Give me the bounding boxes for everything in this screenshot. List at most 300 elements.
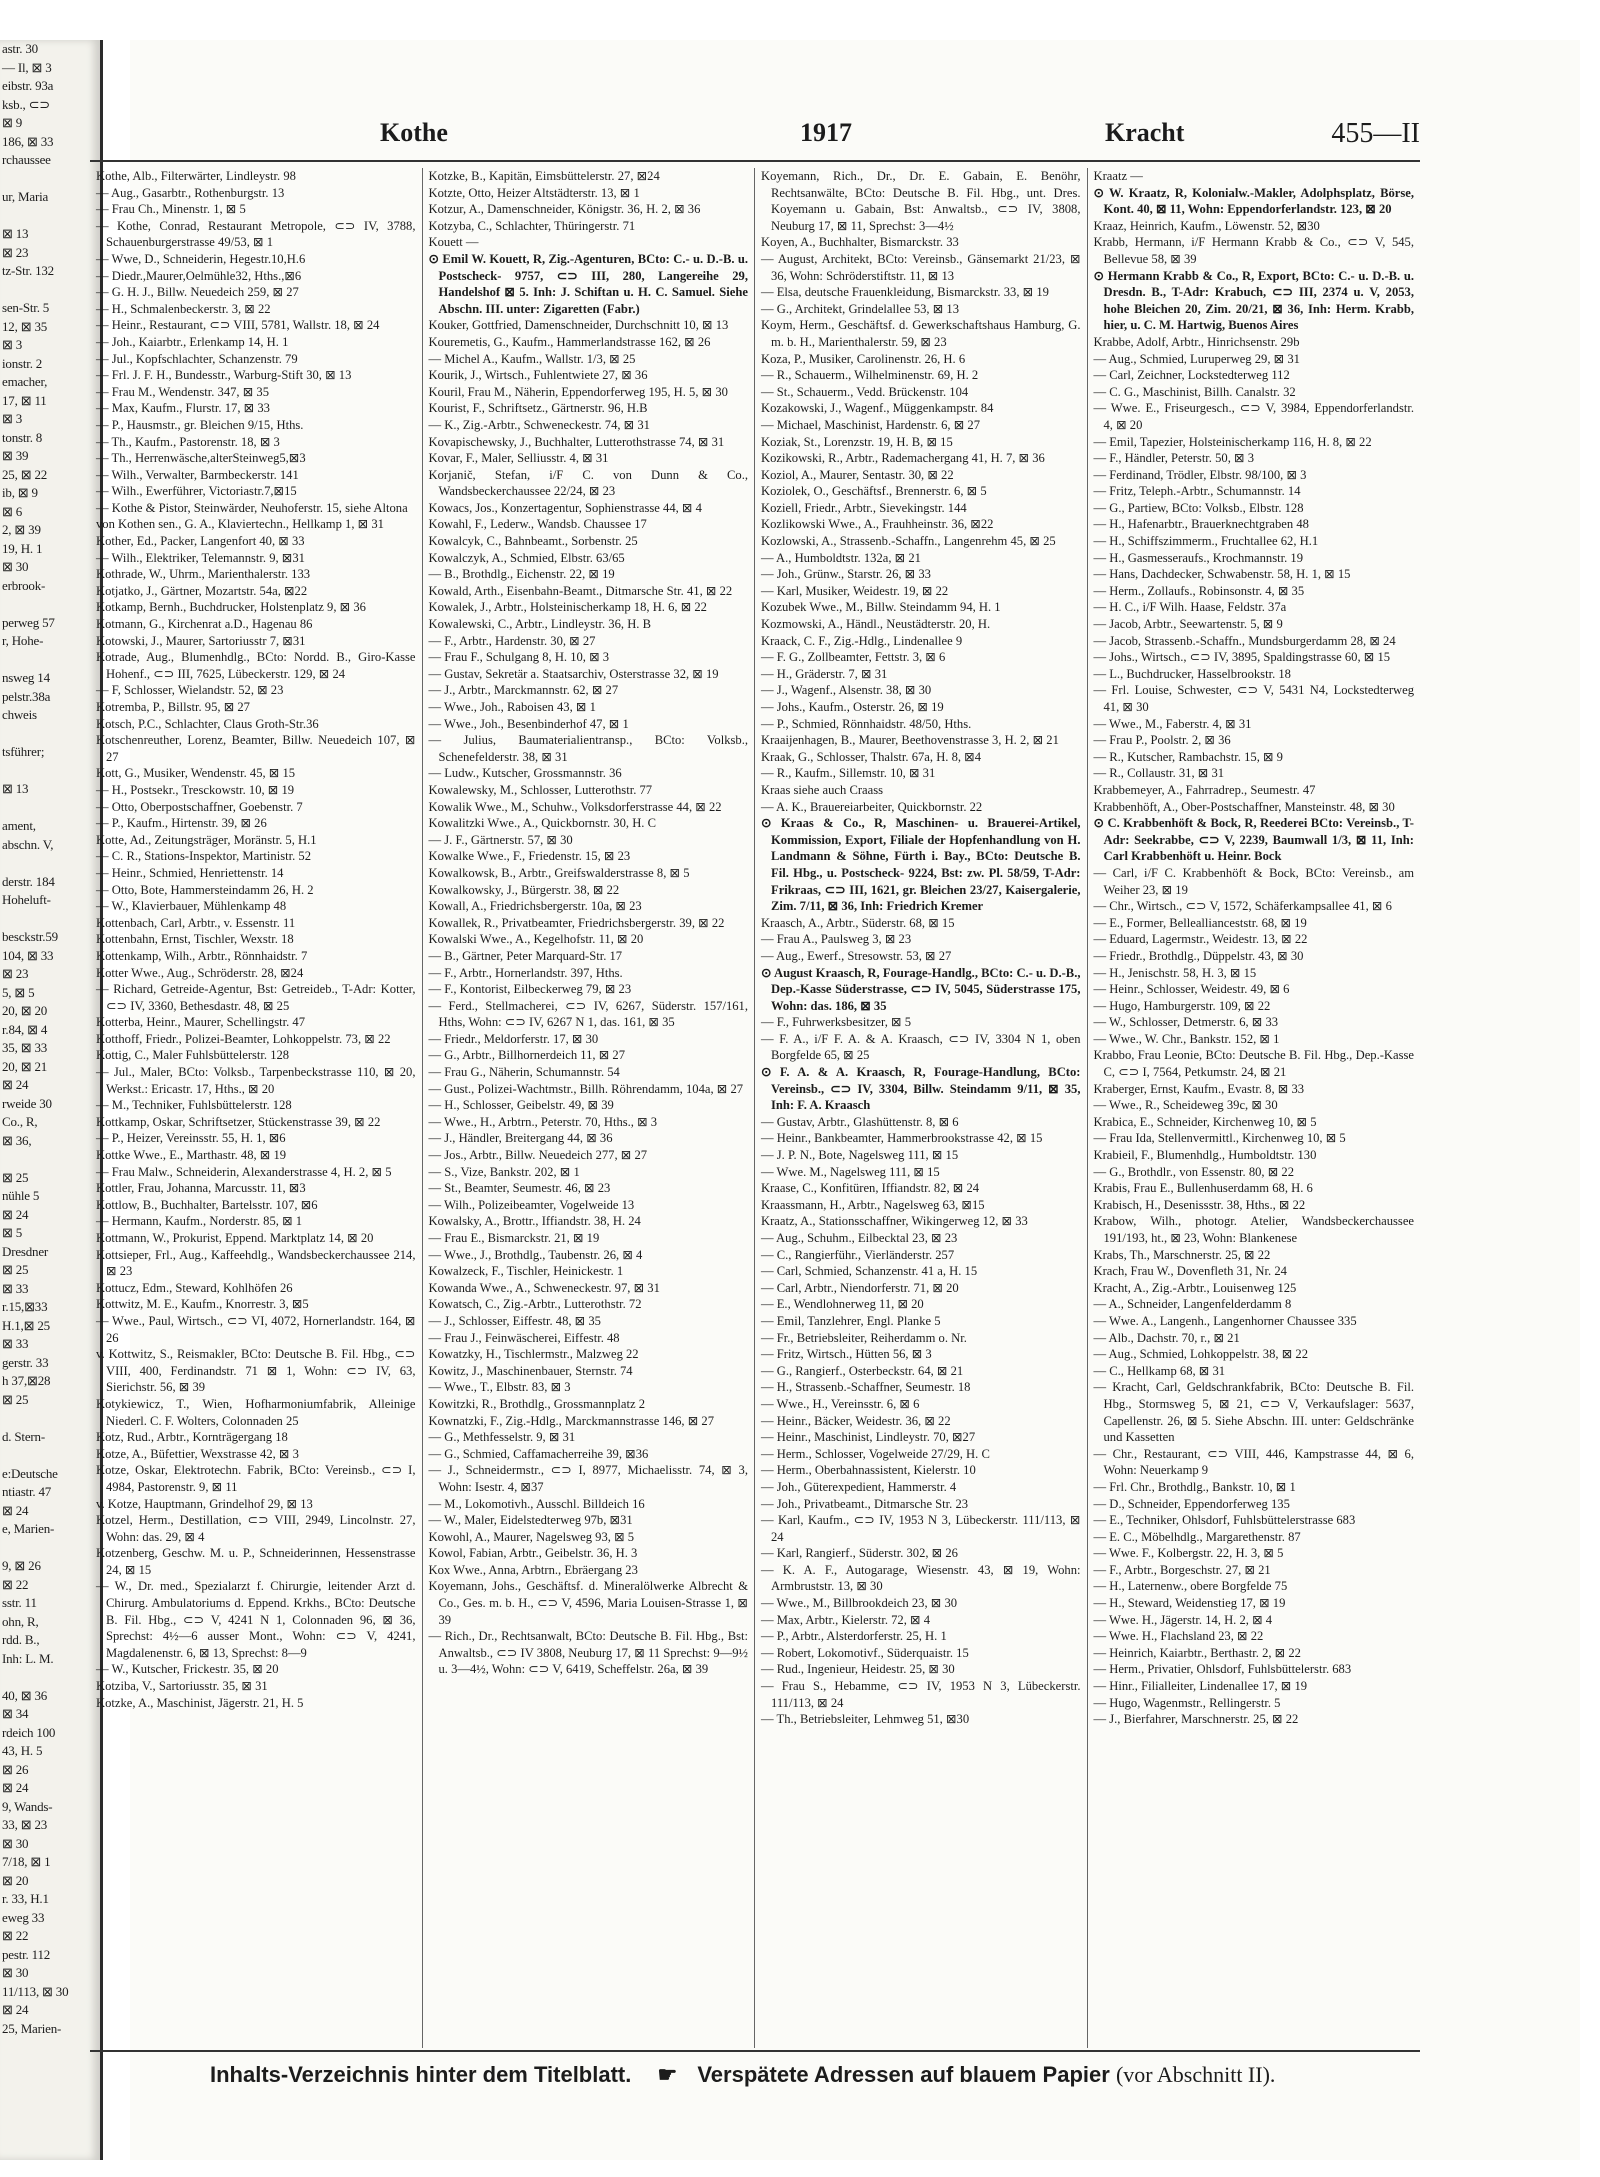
left-page-fragment: ⊠ 25 <box>2 1169 29 1185</box>
directory-entry: — Max, Kaufm., Flurstr. 17, ⊠ 33 <box>96 401 270 416</box>
directory-entry: Kowitz, J., Maschinenbauer, Sternstr. 74 <box>428 1363 633 1378</box>
directory-entry: Koziell, Friedr., Arbtr., Sievekingstr. 144 <box>761 500 967 515</box>
left-page-fragment: rdd. B., <box>2 1632 40 1647</box>
left-page-fragment: 7/18, ⊠ 1 <box>2 1854 51 1869</box>
directory-entry: — Kracht, Carl, Geldschrankfabrik, BCto: Deutsche B. Fil. Hbg., Stormsweg 5, ⊠ 21, ⊂⊃ V, Verkaufslager: 5637, Capellenstr. 26, ⊠ 5. Siehe Abschn. III. unter: Geldschränke und Kassetten <box>1093 1380 1414 1445</box>
directory-entry: — B., Brothdlg., Eichenstr. 22, ⊠ 19 <box>428 567 615 582</box>
directory-entry: — Wwe. H., Jägerstr. 14, H. 2, ⊠ 4 <box>1093 1612 1273 1627</box>
left-page-fragment: r.84, ⊠ 4 <box>2 1021 48 1037</box>
directory-entry: — Aug., Ewerf., Stresowstr. 53, ⊠ 27 <box>761 948 952 963</box>
directory-entry: — Julius, Baumaterialientransp., BCto: Volksb., Schenefelderstr. 38, ⊠ 31 <box>428 733 748 764</box>
directory-entry: — Frau A., Paulsweg 3, ⊠ 23 <box>761 932 912 947</box>
directory-entry: Kowohl, A., Maurer, Nagelsweg 93, ⊠ 5 <box>428 1529 635 1544</box>
left-page-fragment: eibstr. 93a <box>2 78 54 93</box>
left-page-fragment: tsführer; <box>2 744 45 759</box>
directory-entry: — W., Kutscher, Frickestr. 35, ⊠ 20 <box>96 1662 279 1677</box>
left-page-fragment: besckstr.59 <box>2 929 58 944</box>
directory-entry: — Heinr., Maschinist, Lindleystr. 70, ⊠27 <box>761 1430 976 1445</box>
left-page-fragment: rdeich 100 <box>2 1724 56 1740</box>
directory-entry: — Aug., Schmied, Lohkoppelstr. 38, ⊠ 22 <box>1093 1347 1308 1362</box>
directory-entry: — Wwe., J., Brothdlg., Taubenstr. 26, ⊠ 4 <box>428 1247 643 1262</box>
directory-entry: — Emil, Tapezier, Holsteinischerkamp 116, H. 8, ⊠ 22 <box>1093 434 1372 449</box>
directory-entry: Kowacs, Jos., Konzertagentur, Sophienstrasse 44, ⊠ 4 <box>428 500 702 515</box>
directory-entry: v. Kottwitz, S., Reismakler, BCto: Deutsche B. Fil. Hbg., ⊂⊃ VIII, 400, Ferdinandstr. 71 ⊠ 1, Wohn: ⊂⊃ IV, 63, Sierichstr. 56, ⊠ 39 <box>96 1347 416 1395</box>
left-page-fragment: ⊠ 24 <box>2 1502 29 1518</box>
directory-entry: — Aug., Schuhm., Eilbecktal 23, ⊠ 23 <box>761 1231 958 1245</box>
directory-entry: — St., Beamter, Seumestr. 46, ⊠ 23 <box>428 1181 611 1196</box>
left-page-fragment: ⊠ 30 <box>2 1965 29 1980</box>
directory-entry: — Wwe. H., Flachsland 23, ⊠ 22 <box>1093 1629 1264 1644</box>
directory-entry: — Carl, i/F C. Krabbenhöft & Bock, BCto: Vereinsb., am Weiher 23, ⊠ 19 <box>1093 865 1414 897</box>
footer-section-note: (vor Abschnitt II). <box>1115 2062 1276 2087</box>
directory-entry: — H., Gräderstr. 7, ⊠ 31 <box>761 666 888 681</box>
directory-entry: Krabbe, Adolf, Arbtr., Hinrichsenstr. 29b <box>1093 334 1300 349</box>
directory-entry: — Wwe., H., Vereinsstr. 6, ⊠ 6 <box>761 1396 920 1411</box>
directory-entry: — Herm., Oberbahnassistent, Kielerstr. 10 <box>761 1463 976 1478</box>
directory-entry: — Wwe., Paul, Wirtsch., ⊂⊃ VI, 4072, Hornerlandstr. 164, ⊠ 26 <box>96 1313 416 1345</box>
directory-entry: — Gustav, Arbtr., Glashüttenstr. 8, ⊠ 6 <box>761 1114 959 1129</box>
directory-entry: — Frau S., Hebamme, ⊂⊃ IV, 1953 N 3, Lübeckerstr. 111/113, ⊠ 24 <box>761 1679 1081 1710</box>
directory-columns <box>90 168 1420 2048</box>
directory-entry: Kozlikowski Wwe., A., Frauhheinstr. 36, ⊠22 <box>761 517 994 532</box>
directory-entry: — Heinr., Bäcker, Weidestr. 36, ⊠ 22 <box>761 1413 951 1428</box>
left-page-fragment: 5, ⊠ 5 <box>2 984 35 1000</box>
left-page-edge <box>0 40 103 2160</box>
directory-entry: ⊙ F. A. & A. Kraasch, R, Fourage-Handlung, BCto: Vereinsb., ⊂⊃ IV, 3304, Billw. Steindamm 9/11, ⊠ 35, Inh: F. A. Kraasch <box>761 1065 1081 1113</box>
directory-entry: — Frl. J. F. H., Bundesstr., Warburg-Stift 30, ⊠ 13 <box>96 368 352 383</box>
directory-column-2 <box>423 168 756 2048</box>
directory-entry: — K., Zig.-Arbtr., Schweneckestr. 74, ⊠ 31 <box>428 417 650 432</box>
left-page-fragment: ⊠ 30 <box>2 559 29 574</box>
left-page-fragment: ⊠ 33 <box>2 1280 29 1296</box>
directory-entry: Kowalski Wwe., A., Kegelhofstr. 11, ⊠ 20 <box>428 932 644 947</box>
left-page-fragment: 104, ⊠ 33 <box>2 947 54 963</box>
directory-entry: Kottig, C., Maler Fuhlsbüttelerstr. 128 <box>96 1048 290 1063</box>
directory-entry: Kraaz, Heinrich, Kaufm., Löwenstr. 52, ⊠30 <box>1093 218 1320 233</box>
directory-entry: Krabis, Frau E., Bullenhuserdamm 68, H. 6 <box>1093 1181 1313 1196</box>
directory-entry: — Frau P., Poolstr. 2, ⊠ 36 <box>1093 733 1231 748</box>
footer-late-addresses: Verspätete Adressen auf blauem Papier <box>697 2062 1110 2087</box>
left-page-fragment: rchaussee <box>2 152 51 167</box>
left-page-fragment: emacher, <box>2 374 48 389</box>
directory-entry: — A., Schneider, Langenfelderdamm 8 <box>1093 1297 1292 1312</box>
directory-entry: — B., Gärtner, Peter Marquard-Str. 17 <box>428 948 623 963</box>
left-page-fragment: ament, <box>2 818 36 833</box>
directory-entry: Kotrade, Aug., Blumenhdlg., BCto: Nordd. B., Giro-Kasse Hohenf., ⊂⊃ III, 7625, Lübeckerstr. 129, ⊠ 24 <box>96 650 416 681</box>
directory-entry: — Heinr., Bankbeamter, Hammerbrookstrasse 42, ⊠ 15 <box>761 1131 1043 1146</box>
directory-entry: Kownatzki, F., Zig.-Hdlg., Marckmannstrasse 146, ⊠ 27 <box>428 1413 715 1428</box>
left-page-fragment <box>0 1409 100 1428</box>
directory-entry: — J. P. N., Bote, Nagelsweg 111, ⊠ 15 <box>761 1148 959 1163</box>
directory-entry: — Jos., Arbtr., Billw. Neuedeich 277, ⊠ 27 <box>428 1148 648 1163</box>
directory-entry: von Kothen sen., G. A., Klaviertechn., Hellkamp 1, ⊠ 31 <box>96 517 384 532</box>
directory-entry: — Th., Herrenwäsche,alterSteinweg5,⊠3 <box>96 451 306 466</box>
left-page-fragment: ⊠ 33 <box>2 1336 29 1351</box>
left-page-fragment: 12, ⊠ 35 <box>2 318 48 334</box>
directory-entry: — S., Vize, Bankstr. 202, ⊠ 1 <box>428 1164 580 1179</box>
directory-entry: Kraas siehe auch Craass <box>761 782 884 797</box>
directory-entry: Kowanda Wwe., A., Schweneckestr. 97, ⊠ 31 <box>428 1280 660 1295</box>
directory-entry: — P., Heizer, Vereinsstr. 55, H. 1, ⊠6 <box>96 1131 286 1146</box>
directory-entry: — H., Laternenw., obere Borgfelde 75 <box>1093 1579 1288 1594</box>
directory-entry: — F. G., Zollbeamter, Fettstr. 3, ⊠ 6 <box>761 650 946 665</box>
directory-entry: Kovapischewsky, J., Buchhalter, Lutterothstrasse 74, ⊠ 31 <box>428 434 725 449</box>
left-page-fragment: ntiastr. 47 <box>2 1484 52 1499</box>
directory-entry: — Chr., Wirtsch., ⊂⊃ V, 1572, Schäferkampsallee 41, ⊠ 6 <box>1093 899 1392 914</box>
directory-entry: Kotziba, V., Sartoriusstr. 35, ⊠ 31 <box>96 1679 268 1694</box>
directory-entry: — F., Arbtr., Hardenstr. 30, ⊠ 27 <box>428 633 596 648</box>
left-page-fragment: ⊠ 39 <box>2 448 29 463</box>
directory-entry: Koyen, A., Buchhalter, Bismarckstr. 33 <box>761 235 959 250</box>
footer-index-note: Inhalts-Verzeichnis hinter dem Titelblatt. <box>210 2062 632 2087</box>
left-page-fragment: eweg 33 <box>2 1909 45 1925</box>
left-page-fragment: tonstr. 8 <box>2 429 43 445</box>
directory-entry: Kowalczyk, A., Schmied, Elbstr. 63/65 <box>428 550 625 565</box>
directory-entry: — Herm., Schlosser, Vogelweide 27/29, H. C <box>761 1446 990 1461</box>
directory-entry: Krabbemeyer, A., Fahrradrep., Seumestr. 47 <box>1093 782 1316 797</box>
directory-entry: — Ferdinand, Trödler, Elbstr. 98/100, ⊠ 3 <box>1093 467 1307 482</box>
directory-entry: — Wwe. A., Langenh., Langenhorner Chaussee 335 <box>1093 1313 1357 1328</box>
directory-entry: Krabbo, Frau Leonie, BCto: Deutsche B. Fil. Hbg., Dep.-Kasse C, ⊂⊃ I, 7564, Petkumstr. 24, ⊠ 21 <box>1093 1048 1414 1080</box>
directory-entry: — Rud., Ingenieur, Heidestr. 25, ⊠ 30 <box>761 1662 955 1677</box>
directory-entry: — Richard, Getreide-Agentur, Bst: Getreideb., T-Adr: Kotter, ⊂⊃ IV, 3360, Bethesdastr. 48, ⊠ 25 <box>96 982 416 1013</box>
directory-entry: — Frl. Chr., Brothdlg., Bankstr. 10, ⊠ 1 <box>1093 1479 1296 1494</box>
left-page-fragment: abschn. V, <box>2 836 54 852</box>
directory-entry: — J., Arbtr., Marckmannstr. 62, ⊠ 27 <box>428 683 619 698</box>
directory-entry: — Elsa, deutsche Frauenkleidung, Bismarckstr. 33, ⊠ 19 <box>761 285 1049 300</box>
directory-entry: Kother, Ed., Packer, Langenfort 40, ⊠ 33 <box>96 534 305 549</box>
directory-entry: Kottenbach, Carl, Arbtr., v. Essenstr. 11 <box>96 915 296 930</box>
directory-entry: — Jacob, Arbtr., Seewartenstr. 5, ⊠ 9 <box>1093 617 1283 632</box>
directory-entry: — G., Schmied, Caffamacherreihe 39, ⊠36 <box>428 1446 649 1461</box>
left-page-fragment: ⊠ 5 <box>2 1225 23 1240</box>
directory-entry: — Frau M., Wendenstr. 347, ⊠ 35 <box>96 384 270 399</box>
directory-entry: — Wwe., M., Faberstr. 4, ⊠ 31 <box>1093 716 1252 731</box>
directory-entry: — Michael, Maschinist, Hardenstr. 6, ⊠ 27 <box>761 417 981 432</box>
directory-entry: — A., Humboldtstr. 132a, ⊠ 21 <box>761 550 921 565</box>
directory-entry: — G. H. J., Billw. Neuedeich 259, ⊠ 27 <box>96 285 299 300</box>
directory-entry: Kovar, F., Maler, Selliusstr. 4, ⊠ 31 <box>428 451 609 466</box>
left-page-fragment: 186, ⊠ 33 <box>2 133 54 149</box>
left-page-fragment: ⊠ 23 <box>2 244 29 260</box>
directory-entry: — L., Buchdrucker, Hasselbrookstr. 18 <box>1093 666 1291 681</box>
directory-entry: Kotschenreuther, Lorenz, Beamter, Billw. Neuedeich 107, ⊠ 27 <box>96 733 416 764</box>
directory-entry: Kotze, A., Büfettier, Wexstrasse 42, ⊠ 3 <box>96 1446 299 1461</box>
directory-entry: — F., Arbtr., Borgeschstr. 27, ⊠ 21 <box>1093 1562 1271 1577</box>
directory-entry: — J., Schlosser, Eiffestr. 48, ⊠ 35 <box>428 1313 601 1328</box>
directory-entry: Kowalitzki Wwe., A., Quickbornstr. 30, H. C <box>428 816 656 831</box>
directory-entry: Krabieil, F., Blumenhdlg., Humboldtstr. 130 <box>1093 1148 1317 1163</box>
directory-entry: — Karl, Musiker, Weidestr. 19, ⊠ 22 <box>761 583 949 598</box>
directory-entry: — Wwe., W. Chr., Bankstr. 152, ⊠ 1 <box>1093 1031 1280 1046</box>
left-page-fragment <box>0 1150 100 1169</box>
directory-entry: Kozikowski, R., Arbtr., Rademachergang 41, H. 7, ⊠ 36 <box>761 451 1045 466</box>
directory-entry: — D., Schneider, Eppendorferweg 135 <box>1093 1496 1290 1511</box>
left-page-fragment: ⊠ 13 <box>2 226 29 241</box>
left-page-fragment: 2, ⊠ 39 <box>2 522 41 537</box>
left-page-fragment: tz-Str. 132 <box>2 263 54 278</box>
directory-entry: Kotjatko, J., Gärtner, Mozartstr. 54a, ⊠22 <box>96 583 308 598</box>
directory-entry: — J., Bierfahrer, Marschnerstr. 25, ⊠ 22 <box>1093 1712 1299 1727</box>
directory-entry: ⊙ Emil W. Kouett, R, Zig.-Agenturen, BCto: C.- u. D.-B. u. Postscheck- 9757, ⊂⊃ III, 280, Langereihe 29, Handelshof ⊠ 5. Inh: J. Schiftan u. H. C. Samuel. Siehe Abschn. III. unter: Zigaretten (Fabr.) <box>428 251 748 316</box>
left-page-fragment: — Il, ⊠ 3 <box>2 59 52 75</box>
directory-entry: — K. A. F., Autogarage, Wiesenstr. 43, ⊠ 19, Wohn: Armbruststr. 13, ⊠ 30 <box>761 1562 1081 1594</box>
directory-column-3 <box>755 168 1088 2048</box>
directory-entry: Kottucz, Edm., Steward, Kohlhöfen 26 <box>96 1280 293 1295</box>
directory-entry: — August, Architekt, BCto: Vereinsb., Gänsemarkt 21/23, ⊠ 36, Wohn: Schröderstiftstr. 11, ⊠ 13 <box>761 251 1081 283</box>
left-page-fragment: chweis <box>2 707 37 722</box>
left-page-fragment: ⊠ 3 <box>2 337 23 352</box>
directory-entry: Kowalcyk, C., Bahnbeamt., Sorbenstr. 25 <box>428 534 638 549</box>
directory-entry: — Heinr., Schlosser, Weidestr. 49, ⊠ 6 <box>1093 982 1290 997</box>
directory-entry: — H., Postsekr., Tresckowstr. 10, ⊠ 19 <box>96 782 295 797</box>
left-page-fragment: ⊠ 23 <box>2 966 29 981</box>
directory-entry: — J., Schneidermstr., ⊂⊃ I, 8977, Michaelisstr. 74, ⊠ 3, Wohn: Isestr. 4, ⊠37 <box>428 1463 748 1494</box>
page-header <box>90 118 1420 158</box>
directory-entry: Kowald, Arth., Eisenbahn-Beamt., Ditmarsche Str. 41, ⊠ 22 <box>428 583 733 598</box>
left-page-fragment: ⊠ 3 <box>2 411 23 426</box>
directory-entry: Kouremetis, G., Kaufm., Hammerlandstrasse 162, ⊠ 26 <box>428 334 711 349</box>
directory-entry: ⊙ Hermann Krabb & Co., R, Export, BCto: C.- u. D.-B. u. Dresdn. B., T-Adr: Krabuch, ⊂⊃ III, 2374 u. V, 2053, hohe Bleichen 20, Zim. 20/21, ⊠ 36, Inh: Herm. Krabb, hier, u. C. M. Hartwig, Buenos Aires <box>1093 268 1414 333</box>
directory-entry: — Rich., Dr., Rechtsanwalt, BCto: Deutsche B. Fil. Hbg., Bst: Anwaltsb., ⊂⊃ IV 3808, Neuburg 17, ⊠ 11 Sprechst: 9—9½ u. 3—4½, Wohn: ⊂⊃ V, 6419, Scheffelstr. 26a, ⊠ 39 <box>428 1629 748 1677</box>
left-page-fragment: ⊠ 24 <box>2 1780 29 1795</box>
directory-entry: — C. R., Stations-Inspektor, Martinistr. 52 <box>96 849 311 864</box>
directory-entry: — Wwe., M., Billbrookdeich 23, ⊠ 30 <box>761 1596 958 1611</box>
directory-entry: Kouker, Gottfried, Damenschneider, Durchschnitt 10, ⊠ 13 <box>428 318 729 333</box>
directory-entry: — Karl, Rangierf., Süderstr. 302, ⊠ 26 <box>761 1546 958 1561</box>
left-page-fragment: ⊠ 22 <box>2 1928 29 1943</box>
directory-entry: Kowalik Wwe., M., Schuhw., Volksdorferstrasse 44, ⊠ 22 <box>428 799 722 814</box>
header-page-number: 455—II <box>1331 118 1420 149</box>
directory-entry: — F., Kontorist, Eilbeckerweg 79, ⊠ 23 <box>428 982 632 997</box>
left-page-fragment: e:Deutsche <box>2 1465 58 1481</box>
left-page-fragment: 9, ⊠ 26 <box>2 1558 41 1573</box>
left-page-fragment: 35, ⊠ 33 <box>2 1040 48 1055</box>
directory-entry: — E., Former, Belleallianceststr. 68, ⊠ 19 <box>1093 915 1307 930</box>
left-page-fragment: pelstr.38a <box>2 688 51 704</box>
left-page-fragment: 20, ⊠ 20 <box>2 1003 48 1018</box>
directory-entry: — Frau Malw., Schneiderin, Alexanderstrasse 4, H. 2, ⊠ 5 <box>96 1164 392 1179</box>
left-page-fragment <box>0 651 100 670</box>
directory-entry: Kottler, Frau, Johanna, Marcusstr. 11, ⊠3 <box>96 1181 306 1196</box>
directory-entry: — Frl. Louise, Schwester, ⊂⊃ V, 5431 N4, Lockstedterweg 41, ⊠ 30 <box>1093 683 1414 714</box>
left-page-fragment: ⊠ 20 <box>2 1872 29 1888</box>
directory-entry: Kraatz — <box>1093 169 1143 183</box>
pointing-hand-icon: ☛ <box>657 2062 678 2087</box>
directory-entry: — Kothe, Conrad, Restaurant Metropole, ⊂⊃ IV, 3788, Schauenburgerstrasse 49/53, ⊠ 1 <box>96 218 416 250</box>
left-page-fragment <box>0 595 100 614</box>
directory-entry: — Wwe., Joh., Raboisen 43, ⊠ 1 <box>428 700 596 714</box>
directory-entry: — H., Gasmesseraufs., Krochmannstr. 19 <box>1093 550 1304 565</box>
directory-entry: — E. C., Möbelhdlg., Margarethenstr. 87 <box>1093 1529 1301 1544</box>
left-page-fragment: ⊠ 24 <box>2 1206 29 1222</box>
directory-entry: — Wwe. F., Kolbergstr. 22, H. 3, ⊠ 5 <box>1093 1546 1284 1561</box>
directory-entry: — C. G., Maschinist, Billh. Canalstr. 32 <box>1093 384 1296 399</box>
directory-entry: — Wwe. M., Nagelsweg 111, ⊠ 15 <box>761 1164 940 1179</box>
directory-entry: Kotthoff, Friedr., Polizei-Beamter, Lohkoppelstr. 73, ⊠ 22 <box>96 1031 391 1046</box>
directory-entry: Koym, Herm., Geschäftsf. d. Gewerkschaftshaus Hamburg, G. m. b. H., Marienthalerstr. 59, ⊠ 23 <box>761 318 1081 349</box>
left-page-fragment: H.1,⊠ 25 <box>2 1317 50 1333</box>
directory-entry: — Herm., Privatier, Ohlsdorf, Fuhlsbüttelerstr. 683 <box>1093 1662 1352 1677</box>
directory-entry: — J., Händler, Breitergang 44, ⊠ 36 <box>428 1131 613 1146</box>
directory-entry: v. Kotze, Hauptmann, Grindelhof 29, ⊠ 13 <box>96 1496 313 1511</box>
directory-entry: — Frau F., Schulgang 8, H. 10, ⊠ 3 <box>428 650 610 665</box>
directory-entry: Kowol, Fabian, Arbtr., Geibelstr. 36, H. 3 <box>428 1546 638 1561</box>
directory-entry: — H., Schmalenbeckerstr. 3, ⊠ 22 <box>96 301 271 316</box>
left-page-fragment <box>0 1539 100 1558</box>
header-year: 1917 <box>800 118 852 147</box>
directory-entry: — Frau G., Näherin, Schumannstr. 54 <box>428 1065 620 1080</box>
header-right-word: Kracht <box>1105 118 1185 147</box>
directory-entry: — Heinr., Restaurant, ⊂⊃ VIII, 5781, Wallstr. 18, ⊠ 24 <box>96 318 380 333</box>
directory-entry: — Michel A., Kaufm., Wallstr. 1/3, ⊠ 25 <box>428 351 636 366</box>
directory-entry: — Max, Arbtr., Kielerstr. 72, ⊠ 4 <box>761 1612 931 1627</box>
directory-entry: — Otto, Bote, Hammersteindamm 26, H. 2 <box>96 882 314 897</box>
directory-entry: Kraaijenhagen, B., Maurer, Beethovenstrasse 3, H. 2, ⊠ 21 <box>761 733 1059 748</box>
directory-entry: — Hermann, Kaufm., Norderstr. 85, ⊠ 1 <box>96 1214 303 1229</box>
directory-entry: Kottsieper, Frl., Aug., Kaffeehdlg., Wandsbeckerchaussee 214, ⊠ 23 <box>96 1247 416 1279</box>
left-page-fragment <box>0 207 100 226</box>
directory-entry: Kottwitz, M. E., Kaufm., Knorrestr. 3, ⊠5 <box>96 1297 309 1312</box>
footer-rule <box>90 2050 1420 2052</box>
directory-entry: Kowalzeck, F., Tischler, Heinickestr. 1 <box>428 1264 624 1279</box>
directory-entry: Kotte, Ad., Zeitungsträger, Moränstr. 5, H.1 <box>96 832 317 847</box>
left-page-fragment: h 37,⊠28 <box>2 1373 51 1388</box>
left-page-fragment <box>0 725 100 744</box>
directory-entry: — H., Strassenb.-Schaffner, Seumestr. 18 <box>761 1380 971 1395</box>
directory-entry: — Aug., Gasarbtr., Rothenburgstr. 13 <box>96 185 285 200</box>
directory-entry: — Diedr.,Maurer,Oelmühle32, Hths.,⊠6 <box>96 268 302 283</box>
directory-entry: — F, Schlosser, Wielandstr. 52, ⊠ 23 <box>96 683 284 698</box>
directory-entry: — P., Arbtr., Alsterdorferstr. 25, H. 1 <box>761 1629 947 1644</box>
left-page-fragment: ib, ⊠ 9 <box>2 485 38 500</box>
directory-entry: Kothrade, W., Uhrm., Marienthalerstr. 133 <box>96 567 311 582</box>
directory-entry: Koziol, A., Maurer, Sentastr. 30, ⊠ 22 <box>761 467 954 482</box>
directory-entry: — Frau E., Bismarckstr. 21, ⊠ 19 <box>428 1231 600 1245</box>
directory-entry: Kouett — <box>428 235 479 250</box>
directory-entry: — Herm., Zollaufs., Robinsonstr. 4, ⊠ 35 <box>1093 583 1305 598</box>
directory-entry: Kottke Wwe., E., Marthastr. 48, ⊠ 19 <box>96 1148 287 1163</box>
directory-entry: — H., Jenischstr. 58, H. 3, ⊠ 15 <box>1093 965 1257 980</box>
directory-entry: — F. A., i/F F. A. & A. Kraasch, ⊂⊃ IV, 3304 N 1, oben Borgfelde 65, ⊠ 25 <box>761 1031 1081 1063</box>
directory-entry: — Alb., Dachstr. 70, r., ⊠ 21 <box>1093 1330 1240 1345</box>
directory-entry: — Hugo, Hamburgerstr. 109, ⊠ 22 <box>1093 998 1271 1013</box>
directory-entry: — M., Techniker, Fuhlsbüttelerstr. 128 <box>96 1098 292 1113</box>
directory-entry: — E., Techniker, Ohlsdorf, Fuhlsbüttelerstrasse 683 <box>1093 1513 1356 1528</box>
left-page-fragment: ⊠ 25 <box>2 1262 29 1277</box>
directory-entry: — Wwe., H., Arbtrn., Peterstr. 70, Hths., ⊠ 3 <box>428 1114 658 1129</box>
directory-entry: — Johs., Kaufm., Osterstr. 26, ⊠ 19 <box>761 700 944 714</box>
header-left-word: Kothe <box>380 118 448 147</box>
directory-entry: — W., Schlosser, Detmerstr. 6, ⊠ 33 <box>1093 1015 1279 1030</box>
left-page-fragment: Hoheluft- <box>2 892 51 907</box>
directory-entry: Kotzke, B., Kapitän, Eimsbüttelerstr. 27, ⊠24 <box>428 169 660 183</box>
directory-entry: — Robert, Lokomotivf., Süderquaistr. 15 <box>761 1645 969 1660</box>
directory-entry: — Joh., Güterexpedient, Hammerstr. 4 <box>761 1479 957 1494</box>
directory-entry: — G., Architekt, Grindelallee 53, ⊠ 13 <box>761 301 960 316</box>
left-page-fragment: e, Marien- <box>2 1521 55 1536</box>
directory-entry: Kraack, C. F., Zig.-Hdlg., Lindenallee 9 <box>761 633 963 648</box>
directory-entry: — R., Kutscher, Rambachstr. 15, ⊠ 9 <box>1093 749 1283 764</box>
directory-entry: Kowalewski, C., Arbtr., Lindleystr. 36, H. B <box>428 617 651 632</box>
left-page-fragment: ⊠ 30 <box>2 1835 29 1851</box>
directory-entry: — R., Schauerm., Wilhelminenstr. 69, H. 2 <box>761 368 979 383</box>
directory-entry: Koyemann, Johs., Geschäftsf. d. Mineralölwerke Albrecht & Co., Ges. m. b. H., ⊂⊃ V, 4596, Maria Louisen-Strasse 1, ⊠ 39 <box>428 1579 748 1627</box>
left-page-fragment: ⊠ 6 <box>2 503 23 519</box>
left-page-fragment: ⊠ 22 <box>2 1576 29 1592</box>
left-page-fragment: derstr. 184 <box>2 873 55 889</box>
directory-entry: Kotremba, P., Billstr. 95, ⊠ 27 <box>96 700 250 714</box>
directory-entry: — Joh., Privatbeamt., Ditmarsche Str. 23 <box>761 1496 969 1511</box>
directory-entry: — H. C., i/F Wilh. Haase, Feldstr. 37a <box>1093 600 1287 615</box>
directory-entry: — M., Lokomotivh., Ausschl. Billdeich 16 <box>428 1496 645 1511</box>
directory-entry: Kozmowski, A., Händl., Neustädterstr. 20, H. <box>761 617 991 632</box>
directory-entry: — Aug., Schmied, Luruperweg 29, ⊠ 31 <box>1093 351 1300 366</box>
left-page-fragment: ⊠ 13 <box>2 781 29 796</box>
left-page-fragment: sen-Str. 5 <box>2 300 50 315</box>
left-page-fragment: 25, ⊠ 22 <box>2 466 48 482</box>
directory-entry: Kotzenberg, Geschw. M. u. P., Schneiderinnen, Hessenstrasse 24, ⊠ 15 <box>96 1546 416 1577</box>
directory-entry: — G., Brothdlr., von Essenstr. 80, ⊠ 22 <box>1093 1164 1295 1179</box>
left-page-fragment: ⊠ 36, <box>2 1132 32 1148</box>
left-page-fragment: ⊠ 26 <box>2 1761 29 1777</box>
directory-entry: — G., Arbtr., Billhornerdeich 11, ⊠ 27 <box>428 1048 626 1063</box>
directory-entry: Kowahl, F., Lederw., Wandsb. Chaussee 17 <box>428 517 647 532</box>
directory-entry: — F., Händler, Peterstr. 50, ⊠ 3 <box>1093 451 1254 466</box>
directory-entry: — E., Wendlohnerweg 11, ⊠ 20 <box>761 1297 924 1312</box>
left-page-fragment <box>0 854 100 873</box>
left-page-fragment: 43, H. 5 <box>2 1743 43 1758</box>
directory-entry: — Kothe & Pistor, Steinwärder, Neuhoferstr. 15, siehe Altona <box>96 500 408 515</box>
left-page-fragment: ⊠ 34 <box>2 1706 29 1721</box>
left-page-fragment <box>0 910 100 929</box>
directory-entry: Kraassmann, H., Arbtr., Nagelsweg 63, ⊠15 <box>761 1197 985 1212</box>
header-rule <box>90 160 1420 162</box>
directory-entry: — Wwe., R., Scheideweg 39c, ⊠ 30 <box>1093 1098 1278 1113</box>
directory-entry: — Th., Kaufm., Pastorenstr. 18, ⊠ 3 <box>96 434 280 449</box>
left-page-fragment: nühle 5 <box>2 1188 40 1203</box>
directory-entry: — Th., Betriebsleiter, Lehmweg 51, ⊠30 <box>761 1712 970 1727</box>
directory-entry: Kowitzki, R., Brothdlg., Grossmannplatz 2 <box>428 1396 646 1411</box>
directory-entry: Kotsch, P.C., Schlachter, Claus Groth-Str.36 <box>96 716 319 731</box>
directory-entry: Kox Wwe., Anna, Arbtrn., Ebräergang 23 <box>428 1562 638 1577</box>
directory-entry: — Wwe. E., Friseurgesch., ⊂⊃ V, 3984, Eppendorferlandstr. 4, ⊠ 20 <box>1093 401 1414 432</box>
directory-entry: — R., Collaustr. 31, ⊠ 31 <box>1093 766 1225 781</box>
left-page-fragment: ⊠ 9 <box>2 115 23 130</box>
left-page-fragments <box>0 40 100 2038</box>
directory-entry: — St., Schauerm., Vedd. Brückenstr. 104 <box>761 384 969 399</box>
directory-entry: Kottenbahn, Ernst, Tischler, Wexstr. 18 <box>96 932 294 947</box>
directory-entry: — Frau J., Feinwäscherei, Eiffestr. 48 <box>428 1330 620 1345</box>
left-page-fragment: 11/113, ⊠ 30 <box>2 1983 69 1999</box>
directory-entry: — H., Schlosser, Geibelstr. 49, ⊠ 39 <box>428 1098 614 1113</box>
directory-entry: — Frau Ch., Minenstr. 1, ⊠ 5 <box>96 202 246 217</box>
directory-entry: — P., Schmied, Rönnhaidstr. 48/50, Hths. <box>761 716 972 731</box>
directory-entry: — Jul., Maler, BCto: Volksb., Tarpenbeckstrasse 110, ⊠ 20, Werkst.: Ericastr. 17, Hths., ⊠ 20 <box>96 1065 416 1096</box>
directory-entry: Kotykiewicz, T., Wien, Hofharmoniumfabrik, Alleinige Niederl. C. F. Wolters, Colonnaden 25 <box>96 1396 416 1428</box>
left-page-fragment <box>0 1668 100 1687</box>
directory-entry: — Emil, Tanzlehrer, Engl. Planke 5 <box>761 1313 941 1328</box>
directory-entry: Kraasch, A., Arbtr., Süderstr. 68, ⊠ 15 <box>761 915 955 930</box>
directory-entry: — Carl, Arbtr., Niendorferstr. 71, ⊠ 20 <box>761 1280 959 1295</box>
directory-entry: Kothe, Alb., Filterwärter, Lindleystr. 98 <box>96 169 296 183</box>
left-page-fragment: r, Hohe- <box>2 633 44 648</box>
directory-entry: — Wilh., Elektriker, Telemannstr. 9, ⊠31 <box>96 550 305 565</box>
directory-entry: — Ludw., Kutscher, Grossmannstr. 36 <box>428 766 622 781</box>
page-footer <box>210 2062 1410 2088</box>
directory-entry: — Johs., Wirtsch., ⊂⊃ IV, 3895, Spaldingstrasse 60, ⊠ 15 <box>1093 650 1391 665</box>
directory-entry: — Wilh., Verwalter, Barmbeckerstr. 141 <box>96 467 299 482</box>
